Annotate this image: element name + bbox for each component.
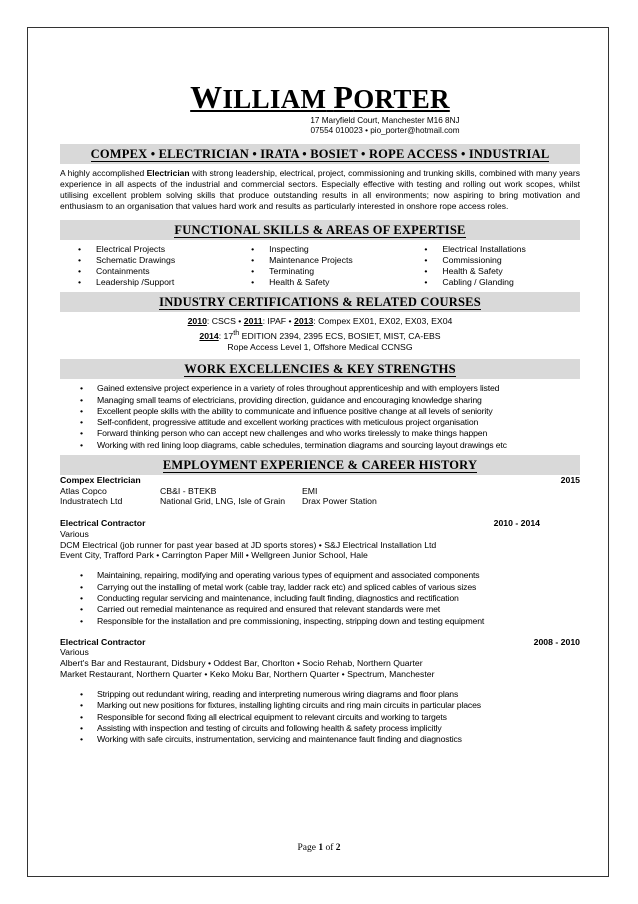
- list-item: • Maintenance Projects: [233, 255, 406, 266]
- list-item: • Schematic Drawings: [60, 255, 233, 266]
- job-line: Various: [60, 528, 89, 539]
- list-item: • Health & Safety: [406, 266, 579, 277]
- section-heading-employment: EMPLOYMENT EXPERIENCE & CAREER HISTORY: [60, 455, 580, 475]
- list-item: • Responsible for second fixing all electrical equipment to relevant circuits and working to targets: [60, 712, 580, 723]
- list-item: • Responsible for the installation and pre commissioning, inspecting, stripping down and testing equipment: [60, 616, 580, 627]
- strengths-list: [60, 383, 580, 451]
- list-item: • Conducting regular servicing and maintenance, including fault finding, diagnostics and rectification: [60, 593, 580, 604]
- resume-page: [60, 80, 580, 750]
- skills-column-1: [60, 244, 233, 289]
- job-row: Atlas Copco CB&I - BTEKB EMI: [60, 485, 318, 496]
- cert-line-1: 2010: CSCS • 2011: IPAF • 2013: Compex EX01, EX02, EX03, EX04: [187, 316, 453, 327]
- page-footer: Page 1 of 2: [297, 843, 341, 853]
- job-line: Various: [60, 647, 89, 658]
- list-item: • Stripping out redundant wiring, reading and interpreting numerous wiring diagrams and floor plans: [60, 689, 580, 700]
- job-contractor-2-duties: [60, 689, 580, 746]
- list-item: • Carried out remedial maintenance as required and ensured that relevant standards were met: [60, 604, 580, 615]
- list-item: • Containments: [60, 266, 233, 277]
- list-item: • Managing small teams of electricians, providing direction, guidance and encouraging knowledge sharing: [60, 395, 580, 406]
- job-contractor-1-header: Electrical Contractor 2010 - 2014: [60, 518, 540, 529]
- skills-column-3: [406, 244, 579, 289]
- list-item: • Leadership /Support: [60, 277, 233, 288]
- job-line: DCM Electrical (job runner for past year based at JD sports stores) • S&J Electrical Installation Ltd: [60, 539, 437, 550]
- profile-summary: A highly accomplished Electrician with strong leadership, electrical, project, commissioning and trunking skills, combined with many years experience in all aspects of the industrial and commercial sectors. Especially effective with testing and rolling out work scopes, whilst utilising excellent problem solving skills that produce outstanding results in all environments; now aspiring to bring motivation and enthusiasm to an organisation that values hard work and results as particularly interested in onshore rope access roles.: [60, 167, 580, 211]
- skills-column-2: [233, 244, 406, 289]
- job-line: Event City, Trafford Park • Carrington Paper Mill • Wellgreen Junior School, Hale: [60, 550, 368, 561]
- list-item: • Cabling / Glanding: [406, 277, 579, 288]
- section-heading-certifications: INDUSTRY CERTIFICATIONS & RELATED COURSES: [60, 292, 580, 312]
- title-band: COMPEX • ELECTRICIAN • IRATA • BOSIET • ROPE ACCESS • INDUSTRIAL: [60, 144, 580, 164]
- cert-line-2: 2014: 17th EDITION 2394, 2395 ECS, BOSIET, MIST, CA-EBS: [199, 327, 441, 341]
- candidate-name: WILLIAM PORTER: [190, 79, 450, 115]
- list-item: • Commissioning: [406, 255, 579, 266]
- list-item: • Marking out new positions for fixtures, installing lighting circuits and ring main circuits in particular places: [60, 700, 580, 711]
- cert-line-3: Rope Access Level 1, Offshore Medical CCNSG: [227, 341, 413, 352]
- list-item: • Working with safe circuits, instrumentation, servicing and maintenance fault finding and diagnostics: [60, 734, 580, 745]
- list-item: • Excellent people skills with the ability to communicate and influence positive change at all levels of seniority: [60, 406, 580, 417]
- section-heading-strengths: WORK EXCELLENCIES & KEY STRENGTHS: [60, 359, 580, 379]
- skills-list: [60, 244, 580, 289]
- list-item: • Working with red lining loop diagrams, cable schedules, termination diagrams and sourcing layout drawings etc: [60, 440, 580, 451]
- phone-email: 07554 010023 • pio_porter@hotmail.com: [310, 126, 460, 136]
- list-item: • Maintaining, repairing, modifying and operating various types of equipment and associated components: [60, 570, 580, 581]
- list-item: • Self-confident, progressive attitude and excellent working practices with meticulous project organisation: [60, 417, 580, 428]
- list-item: • Inspecting: [233, 244, 406, 255]
- list-item: • Gained extensive project experience in a variety of roles throughout apprenticeship and with employers listed: [60, 383, 580, 394]
- job-row: Industratech Ltd National Grid, LNG, Isle of Grain Drax Power Station: [60, 496, 377, 507]
- list-item: • Health & Safety: [233, 277, 406, 288]
- job-line: Market Restaurant, Northern Quarter • Keko Moku Bar, Northern Quarter • Spectrum, Manchester: [60, 669, 435, 680]
- list-item: • Terminating: [233, 266, 406, 277]
- contact-details: [60, 116, 580, 137]
- list-item: • Assisting with inspection and testing of circuits and following health & safety process implicitly: [60, 723, 580, 734]
- list-item: • Forward thinking person who can accept new challenges and who works tirelessly to make things happen: [60, 428, 580, 439]
- job-compex-header: Compex Electrician 2015: [60, 475, 580, 486]
- list-item: • Electrical Installations: [406, 244, 579, 255]
- job-contractor-1-duties: [60, 570, 580, 627]
- certifications: [60, 316, 580, 353]
- section-heading-skills: FUNCTIONAL SKILLS & AREAS OF EXPERTISE: [60, 220, 580, 240]
- list-item: • Electrical Projects: [60, 244, 233, 255]
- job-line: Albert's Bar and Restaurant, Didsbury • Oddest Bar, Chorlton • Socio Rehab, Northern Quarter: [60, 658, 423, 669]
- address: 17 Maryfield Court, Manchester M16 8NJ: [310, 116, 460, 126]
- list-item: • Carrying out the installing of metal work (cable tray, ladder rack etc) and spliced cables of various sizes: [60, 582, 580, 593]
- job-contractor-2-header: Electrical Contractor 2008 - 2010: [60, 636, 580, 647]
